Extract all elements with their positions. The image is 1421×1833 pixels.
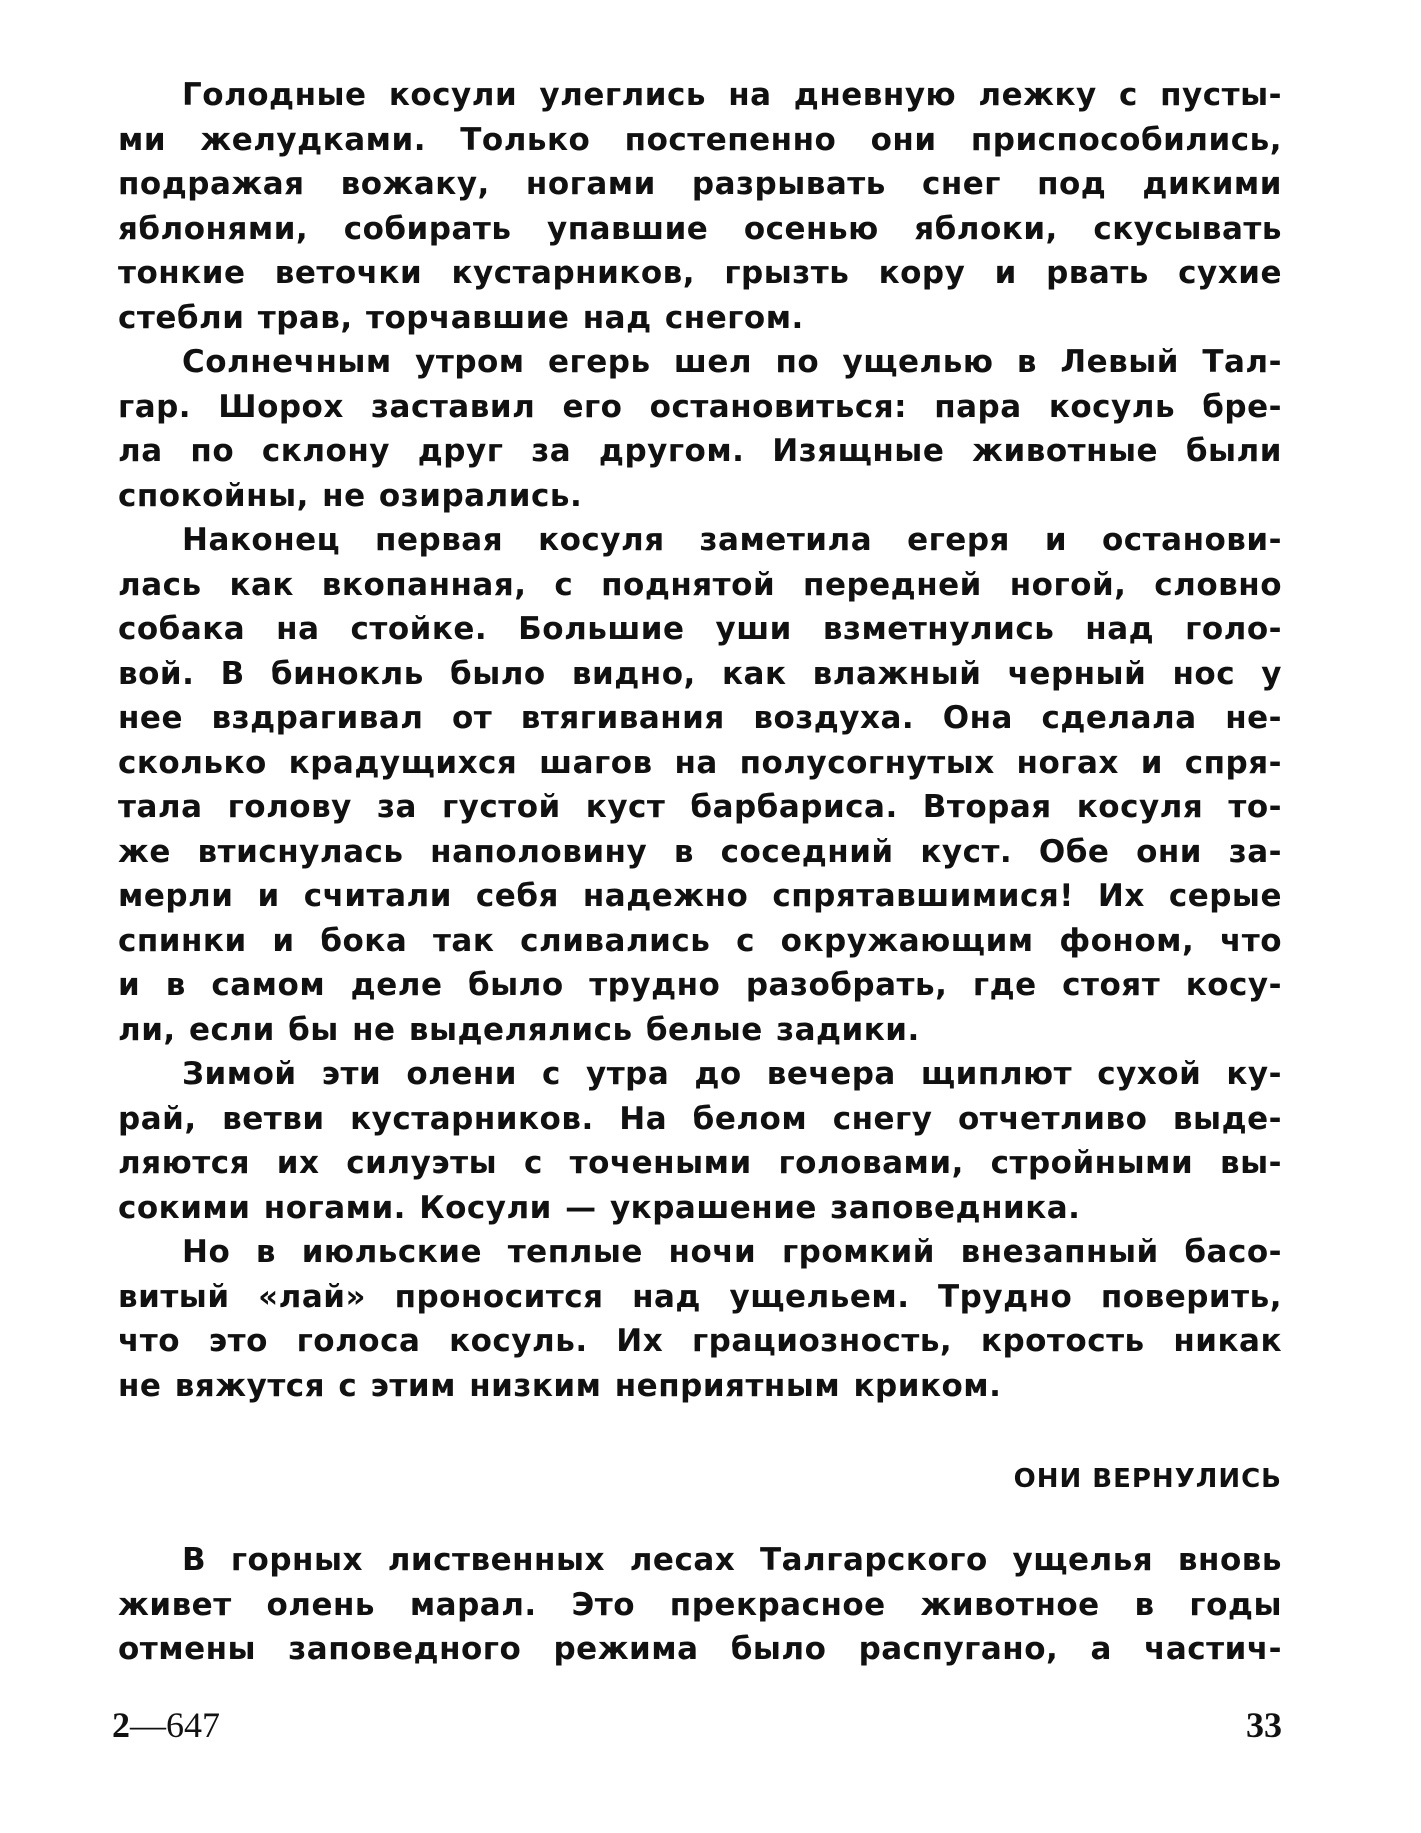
text-line: не вяжутся с этим низким неприятным криком. (118, 1367, 1002, 1404)
text-line: ла по склону друг за другом. Изящные животные были (118, 433, 1282, 469)
text-line: Зимой эти олени с утра до вечера щиплют сухой ку- (182, 1056, 1282, 1092)
text-line: Наконец первая косуля заметила егеря и останови- (182, 522, 1282, 558)
text-line: спокойны, не озирались. (118, 477, 583, 514)
text-line: лась как вкопанная, с поднятой передней ногой, словно (118, 566, 1282, 603)
text-line: ляются их силуэты с точеными головами, стройными вы- (118, 1145, 1282, 1181)
text-line: спинки и бока так сливались с окружающим фоном, что (118, 922, 1282, 959)
paragraph (118, 518, 1282, 1052)
text-line: Солнечным утром егерь шел по ущелью в Левый Тал- (182, 344, 1282, 380)
text-line: же втиснулась наполовину в соседний куст. Обе они за- (118, 833, 1282, 870)
paragraph (118, 340, 1282, 518)
text-line: вой. В бинокль было видно, как влажный черный нос у (118, 655, 1282, 692)
text-line: отмены заповедного режима было распугано, а частич- (118, 1631, 1282, 1667)
page-number: 33 (1246, 1705, 1282, 1745)
text-line: рай, ветви кустарников. На белом снегу отчетливо выде- (118, 1100, 1282, 1137)
signature-sheet: 2 (112, 1705, 130, 1745)
signature-dash: — (130, 1705, 166, 1745)
text-line: тала голову за густой куст барбариса. Вторая косуля то- (118, 789, 1282, 825)
printer-signature (112, 1704, 220, 1746)
text-line: собака на стойке. Большие уши взметнулись над голо- (118, 611, 1282, 647)
text-line: мерли и считали себя надежно спрятавшимися! Их серые (118, 878, 1282, 914)
text-line: стебли трав, торчавшие над снегом. (118, 299, 804, 336)
text-line: сколько крадущихся шагов на полусогнутых ногах и спря- (118, 744, 1282, 781)
text-line: витый «лай» проносится над ущельем. Трудно поверить, (118, 1278, 1282, 1315)
text-line: нее вздрагивал от втягивания воздуха. Она сделала не- (118, 700, 1282, 736)
paragraph (118, 73, 1282, 340)
paragraph (118, 1230, 1282, 1408)
text-line: сокими ногами. Косули — украшение заповедника. (118, 1189, 1081, 1226)
text-line: гар. Шорох заставил его остановиться: пара косуль бре- (118, 388, 1282, 425)
text-line: что это голоса косуль. Их грациозность, кротость никак (118, 1323, 1282, 1359)
paragraph (118, 1538, 1282, 1672)
section-body-text (118, 1538, 1282, 1672)
text-line: В горных лиственных лесах Талгарского ущелья вновь (182, 1542, 1282, 1578)
text-line: живет олень марал. Это прекрасное животное в годы (118, 1586, 1282, 1623)
signature-order: 647 (166, 1705, 220, 1745)
text-line: и в самом деле было трудно разобрать, где стоят косу- (118, 967, 1282, 1003)
section-heading: ОНИ ВЕРНУЛИСЬ (1013, 1464, 1282, 1494)
text-line: яблонями, собирать упавшие осенью яблоки, скусывать (118, 210, 1282, 247)
paragraph (118, 1052, 1282, 1230)
text-line: Но в июльские теплые ночи громкий внезапный басо- (182, 1234, 1282, 1270)
body-text (118, 73, 1282, 1408)
text-line: подражая вожаку, ногами разрывать снег под дикими (118, 166, 1282, 202)
text-line: ми желудками. Только постепенно они приспособились, (118, 121, 1282, 158)
text-line: тонкие веточки кустарников, грызть кору и рвать сухие (118, 255, 1282, 291)
text-line: ли, если бы не выделялись белые задики. (118, 1011, 920, 1048)
text-line: Голодные косули улеглись на дневную лежку с пусты- (182, 77, 1282, 113)
